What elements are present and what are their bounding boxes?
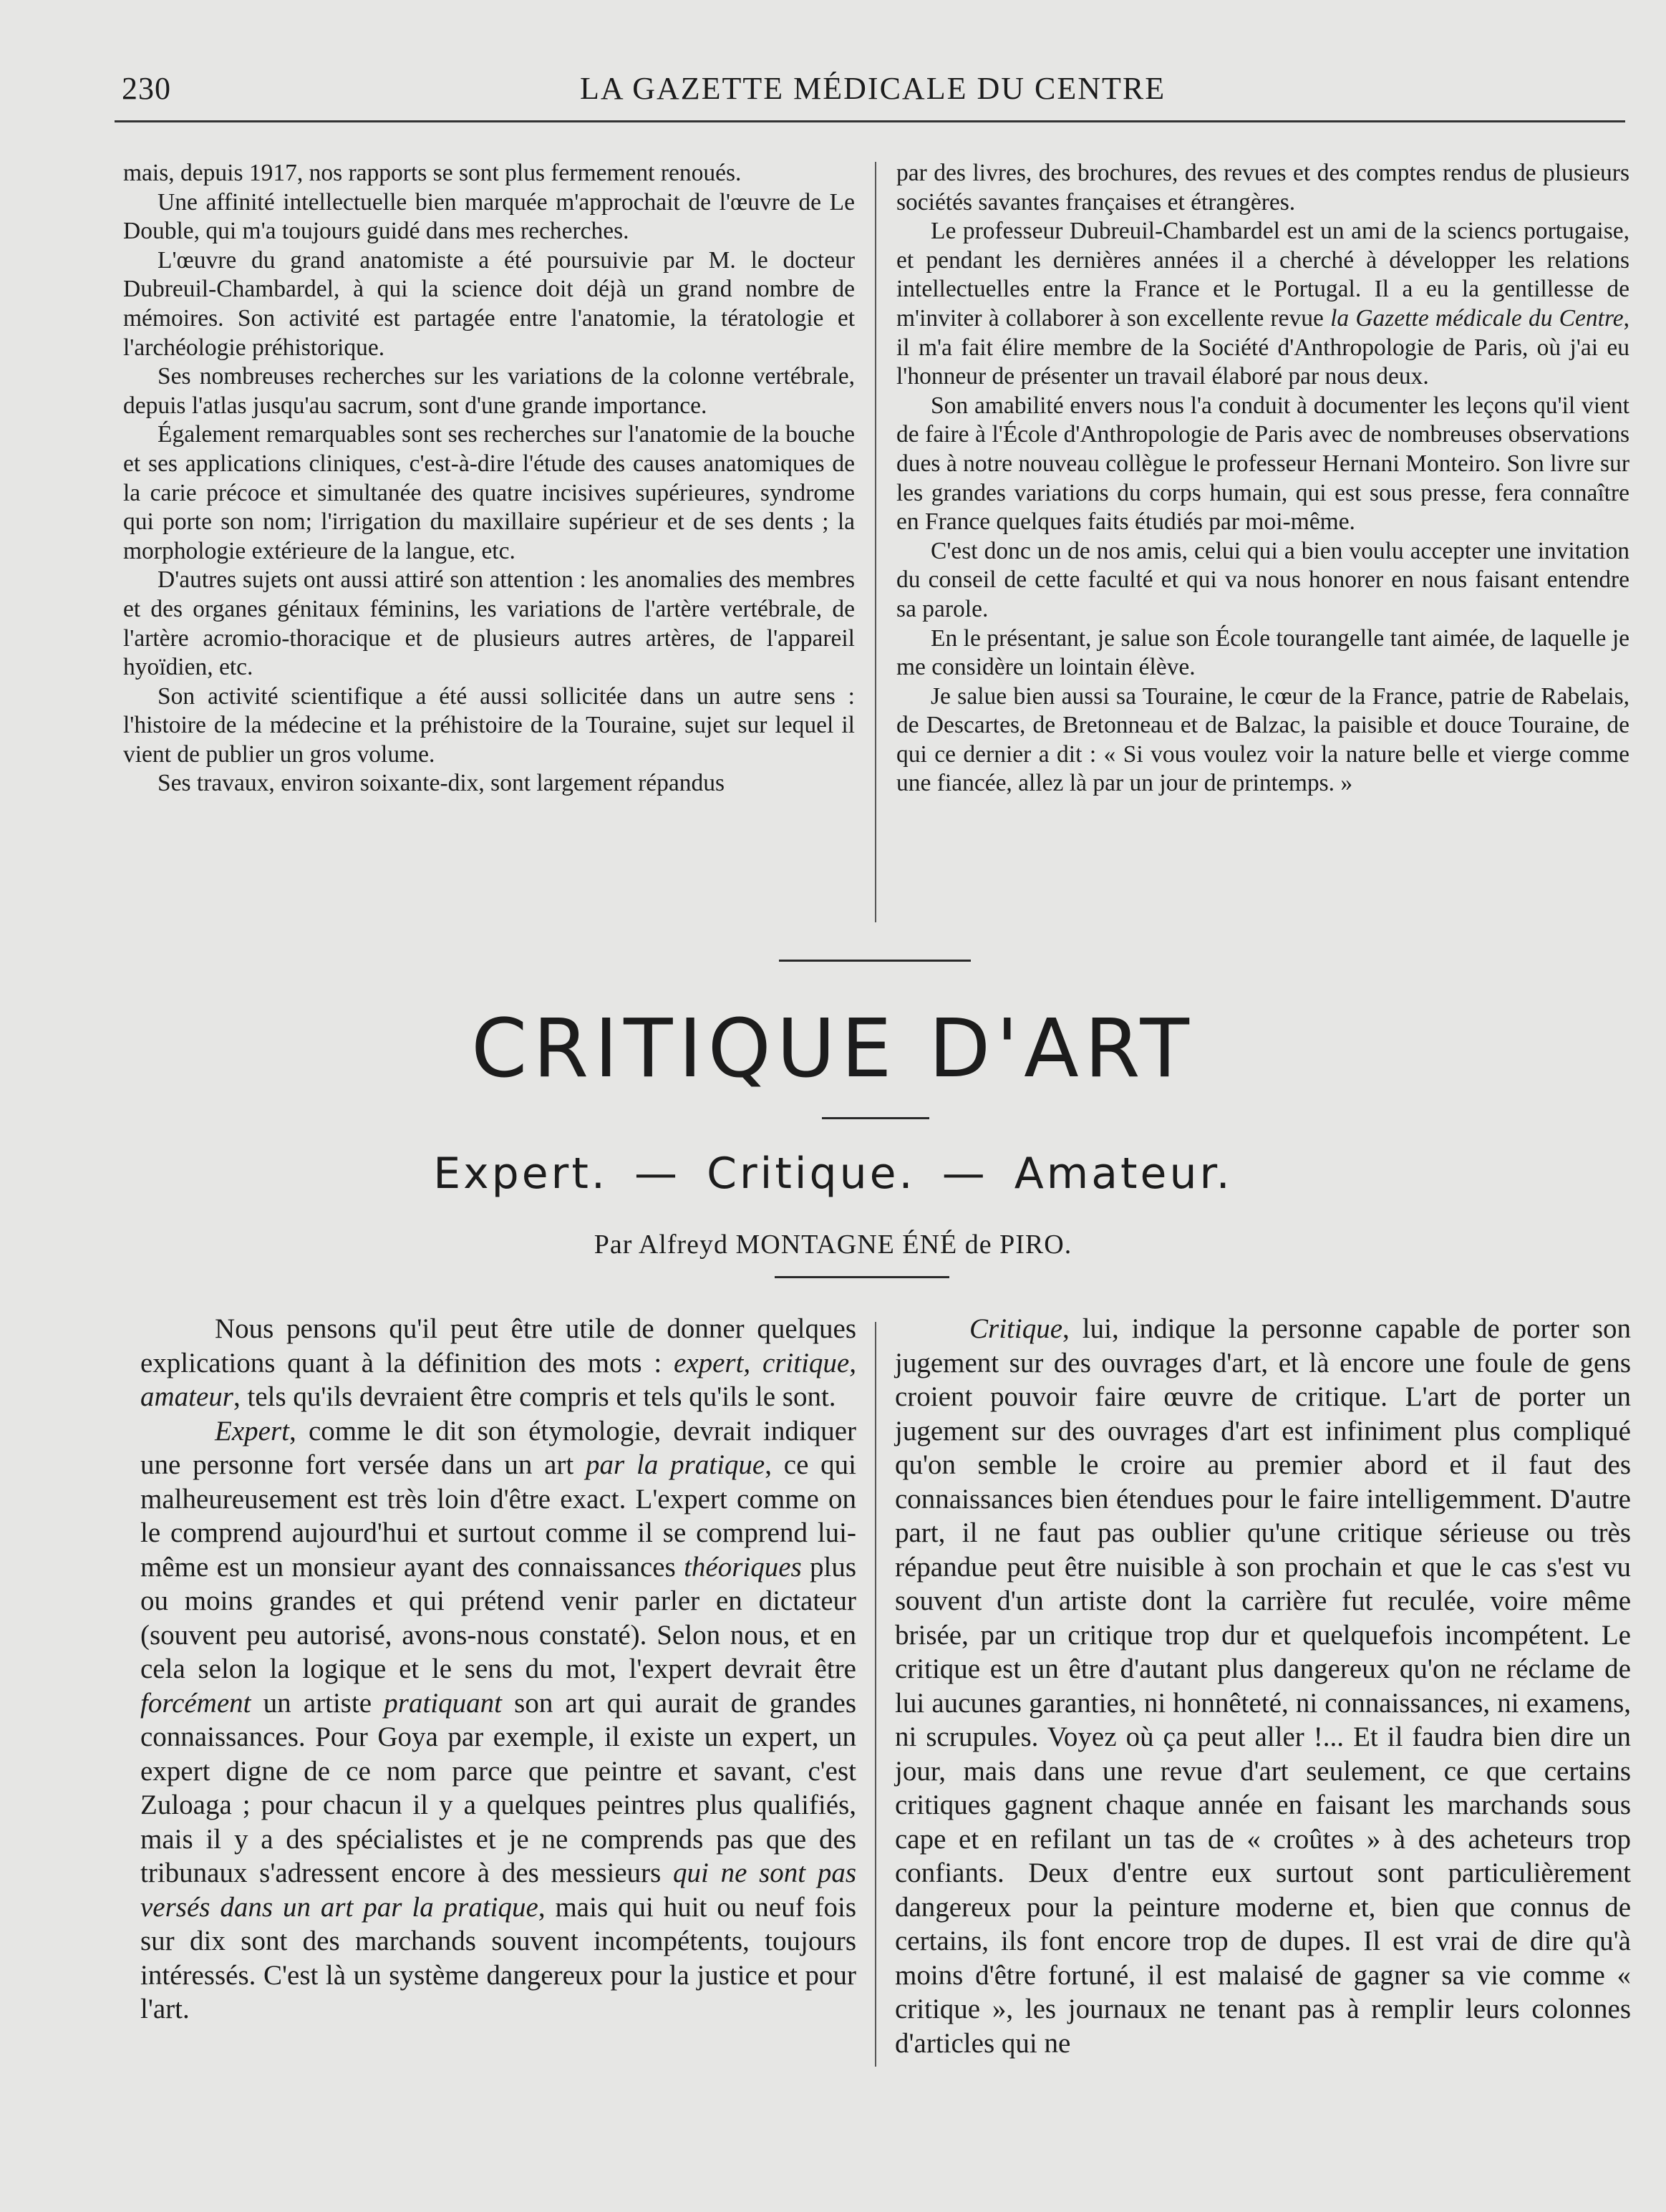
text-run: son art qui aurait de grandes connaissances. Pour Goya par exemple, il existe un expert, un expert digne de ce nom parce que peintre et savant, c'est Zuloaga ; pour chacun il y a quelques peintres plus qualifiés, mais il y a des spécialistes et je ne comprends pas que des tribunaux s'adressent encore à des messieurs [140,1687,856,1888]
bottom-right-column [895,1312,1631,2060]
text-run: un artiste [251,1687,384,1719]
paragraph: Ses travaux, environ soixante-dix, sont largement répandus [158,770,725,797]
paragraph: D'autres sujets ont aussi attiré son attention : les anomalies des membres et des organes génitaux féminins, les variations de l'artère vertébrale, de l'artère acromio-thoracique et de plusieurs autres artères, de l'appareil hyoïdien, etc. [123,566,855,681]
italic-run: théoriques [684,1551,802,1583]
section-rule [775,1276,949,1278]
section-rule [822,1117,929,1119]
paragraph: L'œuvre du grand anatomiste a été poursuivie par M. le docteur Dubreuil-Chambardel, à qui la science doit déjà un grand nombre de mémoires. Son activité est partagée entre l'anatomie, la tératologie et l'archéologie préhistorique. [123,246,855,361]
italic-run: forcément [140,1687,251,1719]
paragraph [140,1414,856,2027]
text-run: , tels qu'ils devraient être compris et tels qu'ils le sont. [233,1381,836,1412]
paragraph: mais, depuis 1917, nos rapports se sont plus fermement renoués. [123,160,742,186]
running-title: LA GAZETTE MÉDICALE DU CENTRE [580,71,1166,106]
byline: Par Alfreyd MONTAGNE ÉNÉ de PIRO. [594,1230,1072,1260]
italic-run: expert, critique, amateur [140,1347,856,1412]
paragraph: par des livres, des brochures, des revues et des comptes rendus de plusieurs sociétés savantes françaises et étrangères. [896,160,1629,216]
paragraph: En le présentant, je salue son École tourangelle tant aimée, de laquelle je me considère un lointain élève. [896,624,1629,681]
paragraph [895,1312,1631,2060]
text-run: , il m'a fait élire membre de la Société d'Anthropologie de Paris, où j'ai eu l'honneur de présenter un travail élaboré par nous deux. [896,304,1629,390]
section-rule [779,960,971,962]
paragraph: Une affinité intellectuelle bien marquée m'approchait de l'œuvre de Le Double, qui m'a toujours guidé dans mes recherches. [123,188,855,245]
journal-name: la Gazette médicale du Centre [1330,304,1624,332]
italic-run: Critique [969,1313,1063,1344]
text-run: Le professeur Dubreuil-Chambardel est un ami de la sciencs portugaise, et pendant les dernières années il a cherché à développer les relations intellectuelles entre la France et le Portugal. Il a eu la gentillesse de m'inviter à collaborer à son excellente revue [896,218,1629,332]
paragraph: Ses nombreuses recherches sur les variations de la colonne vertébrale, depuis l'atlas jusqu'au sacrum, sont d'une grande importance. [123,363,855,419]
text-run: , ce qui malheureusement est très loin d'être exact. L'expert comme on le comprend aujourd'hui et surtout comme il se comprend lui-même est un monsieur ayant des connaissances [140,1449,856,1583]
top-left-column [123,159,855,798]
text-run: , mais qui huit ou neuf fois sur dix sont des marchands souvent incompétents, toujours intéressés. C'est là un système dangereux pour la justice et pour l'art. [140,1891,857,2024]
section-title: CRITIQUE D'ART [471,1003,1195,1096]
bottom-left-column [140,1312,856,2027]
paragraph: Également remarquables sont ses recherches sur l'anatomie de la bouche et ses applications cliniques, c'est-à-dire l'étude des causes anatomiques de la carie précoce et simultanée des quatre incisives supérieures, syndrome qui porte son nom; l'irrigation du maxillaire supérieur et de ses dents ; la morphologie extérieure de la langue, etc. [123,421,855,564]
paragraph: Son amabilité envers nous l'a conduit à documenter les leçons qu'il vient de faire à l'École d'Anthropologie de Paris avec de nombreuses observations dues à notre nouveau collègue le professeur Hernani Monteiro. Son livre sur les grandes variations du corps humain, qui est sous presse, fera connaître en France quelques faits étudiés par moi-même. [896,392,1629,536]
italic-run: pratiquant [384,1687,502,1719]
article-title: Expert. — Critique. — Amateur. [433,1149,1233,1199]
paragraph [896,217,1629,392]
text-run: , lui, indique la personne capable de porter son jugement sur des ouvrages d'art, et là encore une foule de gens croient pouvoir faire œuvre de critique. L'art de porter un jugement sur des ouvrages d'art est infiniment plus compliqué qu'on semble le croire au premier abord et il faut des connaissances bien étendues pour le faire intelligemment. D'autre part, il ne faut pas oublier qu'une critique sérieuse ou très répandue peut être nuisible à son prochain et que le cas s'est vu souvent d'un artiste dont la carrière fut reculée, voire même brisée, par un critique trop dur et quelquefois incompétent. Le critique est un être d'autant plus dangereux qu'on ne réclame de lui aucunes garanties, ni honnêteté, ni connaissances, ni examens, ni scrupules. Voyez où ça peut aller !... Et il faudra bien dire un jour, mais dans une revue d'art seulement, ce que certains critiques gagnent chaque année en faisant les marchands sous cape et en refilant un tas de « croûtes » à des acheteurs trop confiants. Deux d'entre eux surtout sont particulièrement dangereux pour la peinture moderne et, bien que connus de certains, ils font encore trop de dupes. Il est vrai de dire qu'à moins d'être fortuné, il est malaisé de gagner sa vie comme « critique », les journaux ne tenant pas à remplir leurs colonnes d'articles qui ne [895,1313,1631,2059]
column-divider [875,1322,876,2067]
page-number: 230 [122,71,171,106]
header-rule [115,120,1625,122]
page-header [122,70,1625,113]
italic-run: Expert [215,1415,289,1447]
paragraph: Son activité scientifique a été aussi sollicitée dans un autre sens : l'histoire de la médecine et la préhistoire de la Touraine, sujet sur lequel il vient de publier un gros volume. [123,682,855,768]
text-run: plus ou moins grandes et qui prétend venir parler en dictateur (souvent peu autorisé, avons-nous constaté). Selon nous, et en cela selon la logique et le sens du mot, l'expert devrait être [140,1551,857,1684]
paragraph: C'est donc un de nos amis, celui qui a bien voulu accepter une invitation du conseil de cette faculté et qui va nous honorer en nous faisant entendre sa parole. [896,537,1629,622]
paragraph [140,1312,856,1414]
top-right-column [896,159,1629,798]
italic-run: par la pratique [586,1449,765,1480]
italic-run: qui ne sont pas versés dans un art par la pratique [140,1858,856,1923]
column-divider [875,162,876,922]
text-run: , comme le dit son étymologie, devrait indiquer une personne fort versée dans un art [140,1415,856,1480]
paragraph: Je salue bien aussi sa Touraine, le cœur de la France, patrie de Rabelais, de Descartes, de Bretonneau et de Balzac, la paisible et douce Touraine, de qui ce dernier a dit : « Si vous voulez voir la nature belle et vierge comme une fiancée, allez là par un jour de printemps. » [896,682,1629,797]
text-run: Nous pensons qu'il peut être utile de donner quelques explications quant à la définition des mots : [140,1313,856,1378]
